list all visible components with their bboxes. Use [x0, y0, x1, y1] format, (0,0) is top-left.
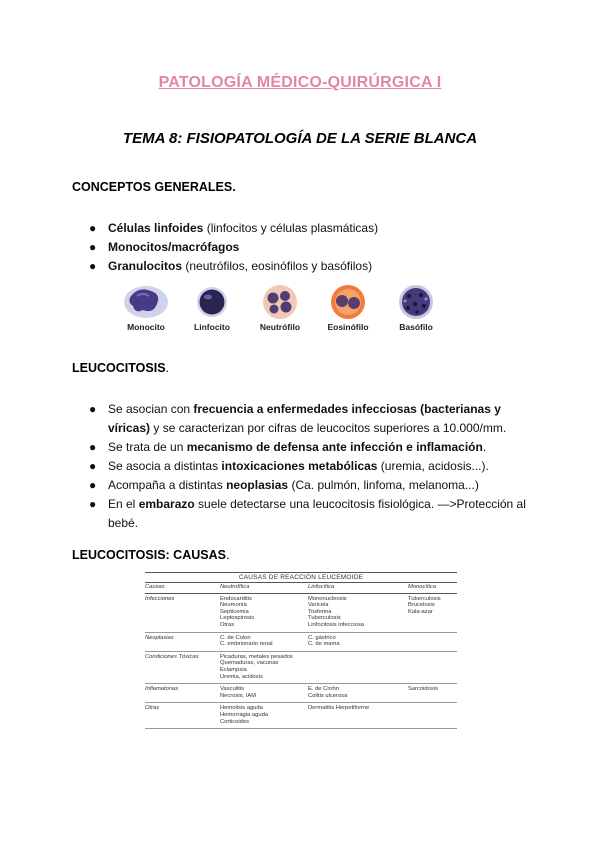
- table-cell: [220, 651, 308, 683]
- heading-suffix: .: [165, 361, 170, 375]
- list-item-text: (uremia, acidosis...).: [377, 459, 489, 473]
- row-label: Otras: [145, 703, 220, 729]
- section-heading-causas: [72, 548, 229, 562]
- row-label: Condiciones Tóxicas: [145, 651, 220, 683]
- cell-label: Neutrófilo: [259, 322, 301, 332]
- list-item: [72, 438, 532, 457]
- row-label: Neoplasias: [145, 632, 220, 651]
- column-header: Monocítica: [408, 583, 457, 594]
- table-cell: [220, 684, 308, 703]
- cell-line: C. gástrico: [308, 634, 336, 641]
- cell-line: Uremia, acidosis: [220, 673, 263, 680]
- list-item: [72, 400, 532, 438]
- cell-line: Hemorragia aguda: [220, 711, 269, 718]
- table-cell: [408, 632, 457, 651]
- cell-line: Sarcoidosis: [408, 686, 438, 693]
- cell-label: Eosinófilo: [327, 322, 369, 332]
- heading-text: LEUCOCITOSIS: [72, 361, 166, 375]
- cell-line: C. embrionario renal: [220, 641, 273, 648]
- cell-line: Septicemia: [220, 608, 249, 615]
- table-row: [145, 593, 457, 632]
- cell-line: Otras: [220, 621, 235, 628]
- cell-line: Necrosis, IAM: [220, 692, 257, 699]
- table-cell: [220, 703, 308, 729]
- eosinophil-icon: [323, 282, 373, 320]
- table-row: [145, 651, 457, 683]
- section-heading-conceptos: CONCEPTOS GENERALES.: [72, 180, 236, 194]
- table-cell: [308, 632, 408, 651]
- cell-line: Corticoides: [220, 718, 249, 725]
- list-item-bold: intoxicaciones metabólicas: [221, 459, 378, 473]
- table-caption: CAUSAS DE REACCIÓN LEUCEMOIDE: [145, 572, 457, 582]
- bullet-icon: ●: [89, 440, 97, 454]
- table-cell: [308, 593, 408, 632]
- bullet-icon: ●: [89, 478, 97, 492]
- bullet-icon: ●: [89, 259, 97, 273]
- lymphocyte-icon: [187, 282, 237, 320]
- list-item: [72, 457, 532, 476]
- list-item: [72, 219, 532, 238]
- cell-monocito: [116, 282, 176, 332]
- table-header-row: [145, 583, 457, 594]
- document-title: PATOLOGÍA MÉDICO-QUIRÚRGICA I: [158, 74, 442, 91]
- list-item-bold: Granulocitos: [108, 259, 183, 273]
- cell-label: Monocito: [127, 322, 165, 332]
- list-item-bold: Monocitos/macrófagos: [108, 240, 240, 254]
- basophil-icon: [391, 282, 441, 320]
- cell-linfocito: [182, 282, 242, 332]
- bullet-icon: ●: [89, 240, 97, 254]
- list-item: [72, 257, 532, 276]
- cell-label: Basófilo: [399, 322, 433, 332]
- heading-text: LEUCOCITOSIS: CAUSAS: [72, 548, 226, 562]
- column-header: Causas: [145, 583, 220, 594]
- section-heading-leucocitosis: [72, 361, 169, 375]
- cell-line: Hemolisis aguda: [220, 705, 263, 712]
- causes-table: [145, 582, 457, 729]
- column-header: Linfocítica: [308, 583, 408, 594]
- list-item-bold: frecuencia a enfermedades infecciosas (bacterianas y víricas): [108, 402, 501, 435]
- cell-line: Quemaduras, vacunas: [220, 660, 279, 667]
- cell-line: Brucelosis: [408, 602, 435, 609]
- list-item-text: Acompaña a distintas: [108, 478, 227, 492]
- cell-line: Varicela: [308, 602, 329, 609]
- list-item-text: Se asocian con: [108, 402, 194, 416]
- list-item: [72, 238, 532, 257]
- list-item-text: (linfocitos y células plasmáticas): [203, 221, 379, 235]
- list-item-text: suele detectarse una leucocitosis fisiológica. —>Protección al bebé.: [108, 497, 526, 530]
- cell-line: Tuberculosis: [408, 595, 441, 602]
- row-label: Infecciones: [145, 593, 220, 632]
- cell-line: Endocarditis: [220, 595, 252, 602]
- list-item-text: (neutrófilos, eosinófilos y basófilos): [182, 259, 373, 273]
- monocyte-icon: [121, 282, 171, 320]
- list-item-text: .: [482, 440, 487, 454]
- cell-line: Leptospirosis: [220, 615, 255, 622]
- cell-basofilo: [386, 282, 446, 332]
- cell-line: Tosferina: [308, 608, 332, 615]
- conceptos-list: [72, 219, 532, 276]
- table-body: [145, 593, 457, 729]
- cell-line: Eclampsia: [220, 666, 247, 673]
- topic-subtitle: TEMA 8: FISIOPATOLOGÍA DE LA SERIE BLANCA: [122, 130, 478, 147]
- row-label: Inflamatorias: [145, 684, 220, 703]
- table-cell: [308, 684, 408, 703]
- list-item-bold: neoplasias: [226, 478, 289, 492]
- table-row: [145, 632, 457, 651]
- table-cell: [408, 703, 457, 729]
- list-item-text: Se asocia a distintas: [108, 459, 222, 473]
- table-cell: [308, 703, 408, 729]
- cell-label: Linfocito: [194, 322, 230, 332]
- list-item-bold: embarazo: [138, 497, 195, 511]
- list-item-text: En el: [108, 497, 139, 511]
- bullet-icon: ●: [89, 497, 97, 511]
- bullet-icon: ●: [89, 221, 97, 235]
- cell-eosinofilo: [318, 282, 378, 332]
- cell-line: Tuberculosis: [308, 615, 341, 622]
- table-cell: [308, 651, 408, 683]
- table-cell: [220, 593, 308, 632]
- cell-line: C. de Colon: [220, 634, 251, 641]
- cell-line: Kala-azar: [408, 608, 433, 615]
- cell-line: E. de Crohn: [308, 686, 339, 693]
- cell-line: Neumonía: [220, 602, 247, 609]
- cell-line: C. de mama: [308, 641, 340, 648]
- heading-suffix: .: [225, 548, 230, 562]
- table-row: [145, 684, 457, 703]
- list-item-bold: mecanismo de defensa ante infección e inflamación: [186, 440, 483, 454]
- white-cells-figure: [116, 282, 446, 338]
- causes-table-figure: [145, 572, 457, 729]
- list-item: [72, 495, 532, 533]
- table-cell: [408, 651, 457, 683]
- cell-line: Vasculitis: [220, 686, 245, 693]
- cell-line: Picaduras, metales pesados: [220, 653, 293, 660]
- list-item-bold: Células linfoides: [108, 221, 204, 235]
- table-cell: [408, 593, 457, 632]
- table-cell: [408, 684, 457, 703]
- list-item: [72, 476, 532, 495]
- cell-line: Mononucleosis: [308, 595, 347, 602]
- leucocitosis-list: [72, 400, 532, 533]
- cell-line: Linfocitosis infecciosa: [308, 621, 365, 628]
- neutrophil-icon: [255, 282, 305, 320]
- bullet-icon: ●: [89, 402, 97, 416]
- list-item-text: Se trata de un: [108, 440, 187, 454]
- list-item-text: y se caracterizan por cifras de leucocitos superiores a 10.000/mm.: [150, 421, 507, 435]
- table-cell: [220, 632, 308, 651]
- cell-line: Colitis ulcerosa: [308, 692, 348, 699]
- table-row: [145, 703, 457, 729]
- list-item-text: (Ca. pulmón, linfoma, melanoma...): [288, 478, 479, 492]
- cell-neutrofilo: [250, 282, 310, 332]
- column-header: Neutrofílica: [220, 583, 308, 594]
- cell-line: Dermatitis Herpetiforme: [308, 705, 370, 712]
- bullet-icon: ●: [89, 459, 97, 473]
